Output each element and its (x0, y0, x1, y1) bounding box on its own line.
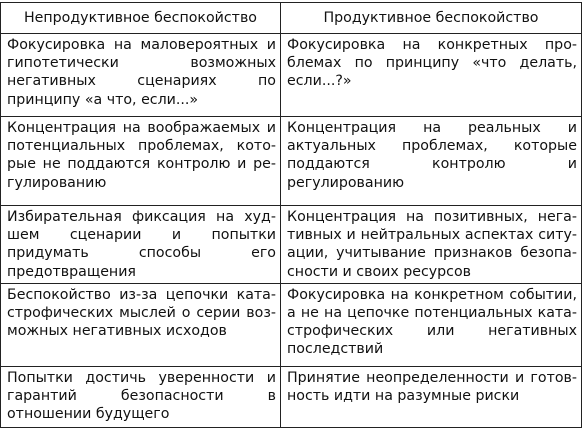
table-row (1, 366, 582, 427)
cell-productive: Фокусировка на конкретном событии, а не на цепочке потенциальных катастрофических или негативных последствий (281, 283, 582, 366)
header-unproductive-worry: Непродуктивное беспокойство (1, 3, 281, 34)
cell-unproductive: Попытки достичь уверенности и гарантий безопасности в отношении будущего (1, 366, 281, 427)
cell-unproductive: Беспокойство из-за цепочки катастрофических мыслей о серии возможных негативных исходов (1, 283, 281, 366)
comparison-table (0, 2, 582, 428)
cell-unproductive: Концентрация на воображаемых и потенциальных проблемах, которые не поддаются контролю и регулированию (1, 117, 281, 206)
table-row (1, 34, 582, 117)
table-row (1, 117, 582, 206)
cell-productive: Фокусировка на конкретных проблемах по принципу «что делать, если...?» (281, 34, 582, 117)
header-productive-worry: Продуктивное беспокойство (281, 3, 582, 34)
cell-unproductive: Фокусировка на маловероятных и гипотетически возможных негативных сценариях по принципу «а что, если...» (1, 34, 281, 117)
cell-productive: Концентрация на реальных и актуальных проблемах, которые поддаются контролю и регулированию (281, 117, 582, 206)
table-header-row (1, 3, 582, 34)
cell-productive: Принятие неопределенности и готовность идти на разумные риски (281, 366, 582, 427)
cell-unproductive: Избирательная фиксация на худшем сценарии и попытки придумать способы его предотвращения (1, 206, 281, 284)
cell-productive: Концентрация на позитивных, негативных и нейтральных аспектах ситуации, учитывание признаков безопасности и своих ресурсов (281, 206, 582, 284)
table-row (1, 206, 582, 284)
table-row (1, 283, 582, 366)
